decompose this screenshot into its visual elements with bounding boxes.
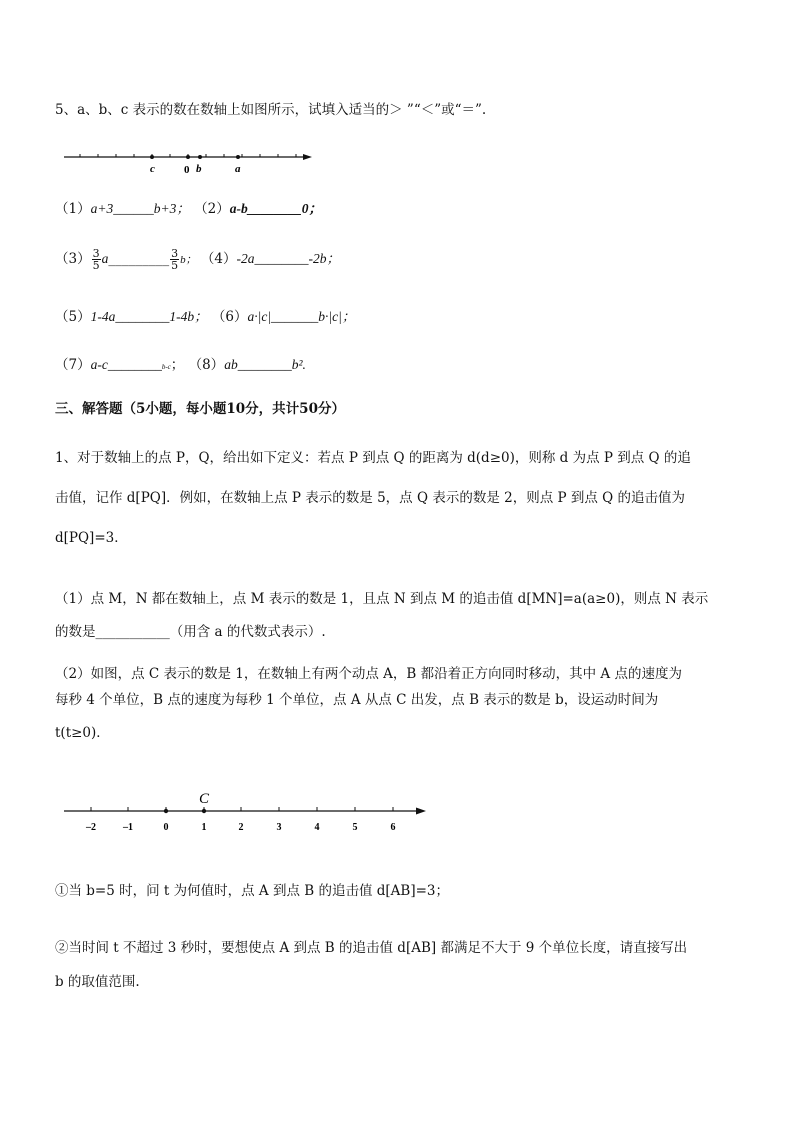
axis2-tick-label: 1 — [201, 822, 207, 833]
axis2-tick-label: 4 — [314, 822, 320, 833]
item-3-fraction-2 — [170, 248, 179, 271]
fraction-denominator: 5 — [171, 259, 179, 272]
item-3-blank: _________ — [108, 251, 170, 267]
item-5-expression: 1-4a________1-4b； — [90, 309, 208, 324]
q5-row-2 — [55, 248, 340, 271]
item-7-expression: a-c________ — [90, 357, 162, 372]
item-1-number: （1） — [55, 201, 91, 217]
axis1-label-c: c — [150, 163, 155, 175]
item-4-number: （4） — [200, 251, 237, 267]
axis2-tick-label: –1 — [123, 822, 133, 833]
q1-case-1: ①当 b=5 时，问 t 为何值时，点 A 到点 B 的追击值 d[AB]=3； — [55, 883, 450, 899]
axis1-label-zero: 0 — [184, 164, 190, 176]
q1-sub1-line-2: 的数是___________（用含 a 的代数式表示）. — [55, 624, 326, 640]
q5-row-4 — [55, 355, 306, 377]
q1-sub1-line-1: （1）点 M，N 都在数轴上，点 M 表示的数是 1，且点 N 到点 M 的追击值 d[MN]=a(a≥0)，则点 N 表示 — [55, 591, 709, 607]
item-2-number: （2） — [194, 201, 230, 217]
section-3-heading: 三、解答题（5小题，每小题10分，共计50分） — [55, 401, 345, 417]
axis2-tick-label: –2 — [86, 822, 96, 833]
q1-paragraph-line-2: 击值，记作 d[PQ]．例如，在数轴上点 P 表示的数是 5，点 Q 表示的数是 2，则点 P 到点 Q 的追击值为 — [55, 490, 686, 506]
axis2-tick-label: 6 — [390, 822, 396, 833]
q1-sub2-line-2: 每秒 4 个单位，B 点的速度为每秒 1 个单位，点 A 从点 C 出发，点 B 表示的数是 b，设运动时间为 — [55, 692, 659, 708]
item-5-number: （5） — [55, 309, 91, 325]
axis1-label-a: a — [235, 163, 241, 175]
item-8-number: （8） — [188, 357, 225, 373]
item-2-expression: a-b________0； — [229, 201, 322, 216]
q5-title: 5、a、b、c 表示的数在数轴上如图所示，试填入适当的＞ ”“＜”或“＝”. — [55, 102, 487, 118]
q5-row-1 — [55, 199, 322, 219]
item-6-number: （6） — [211, 309, 248, 325]
fraction-numerator: 3 — [171, 247, 179, 260]
item-7-end: ； — [170, 357, 185, 373]
q1-sub2-line-1: （2）如图，点 C 表示的数是 1，在数轴上有两个动点 A，B 都沿着正方向同时移动，其中 A 点的速度为 — [55, 666, 682, 682]
q1-paragraph-line-3: d[PQ]=3． — [55, 530, 128, 546]
axis2-tick-label: 3 — [276, 822, 282, 833]
item-6-expression: a·|c|_______b·|c|； — [247, 309, 356, 324]
item-3-var-b: b； — [180, 254, 197, 266]
number-line-1 — [0, 145, 794, 185]
q1-sub2-line-3: t(t≥0)． — [55, 725, 110, 741]
axis1-label-b: b — [196, 163, 202, 175]
q5-row-3 — [55, 307, 355, 327]
item-3-var-a: a — [101, 251, 109, 266]
q1-paragraph-line-1: 1、对于数轴上的点 P，Q，给出如下定义：若点 P 到点 Q 的距离为 d(d≥0)，则称 d 为点 P 到点 Q 的追 — [55, 450, 691, 466]
item-3-fraction-1 — [92, 248, 101, 271]
axis2-tick-label: 0 — [163, 822, 169, 833]
axis2-point-c-label: C — [199, 791, 210, 807]
axis2-tick-label: 5 — [352, 822, 358, 833]
item-4-expression: -2a________-2b； — [236, 251, 340, 266]
q1-case-2-line-1: ②当时间 t 不超过 3 秒时，要想使点 A 到点 B 的追击值 d[AB] 都满足不大于 9 个单位长度，请直接写出 — [55, 940, 688, 956]
q1-case-2-line-2: b 的取值范围. — [55, 974, 140, 990]
number-line-2 — [0, 785, 794, 845]
fraction-numerator: 3 — [92, 247, 100, 260]
item-1-expression: a+3______b+3； — [90, 201, 190, 216]
item-3-number: （3） — [55, 251, 91, 267]
axis2-tick-label: 2 — [238, 822, 244, 833]
item-7-number: （7） — [55, 357, 91, 373]
item-7-small-term: b-c — [161, 363, 171, 371]
item-8-expression: ab________b². — [224, 357, 306, 372]
fraction-denominator: 5 — [92, 259, 100, 272]
